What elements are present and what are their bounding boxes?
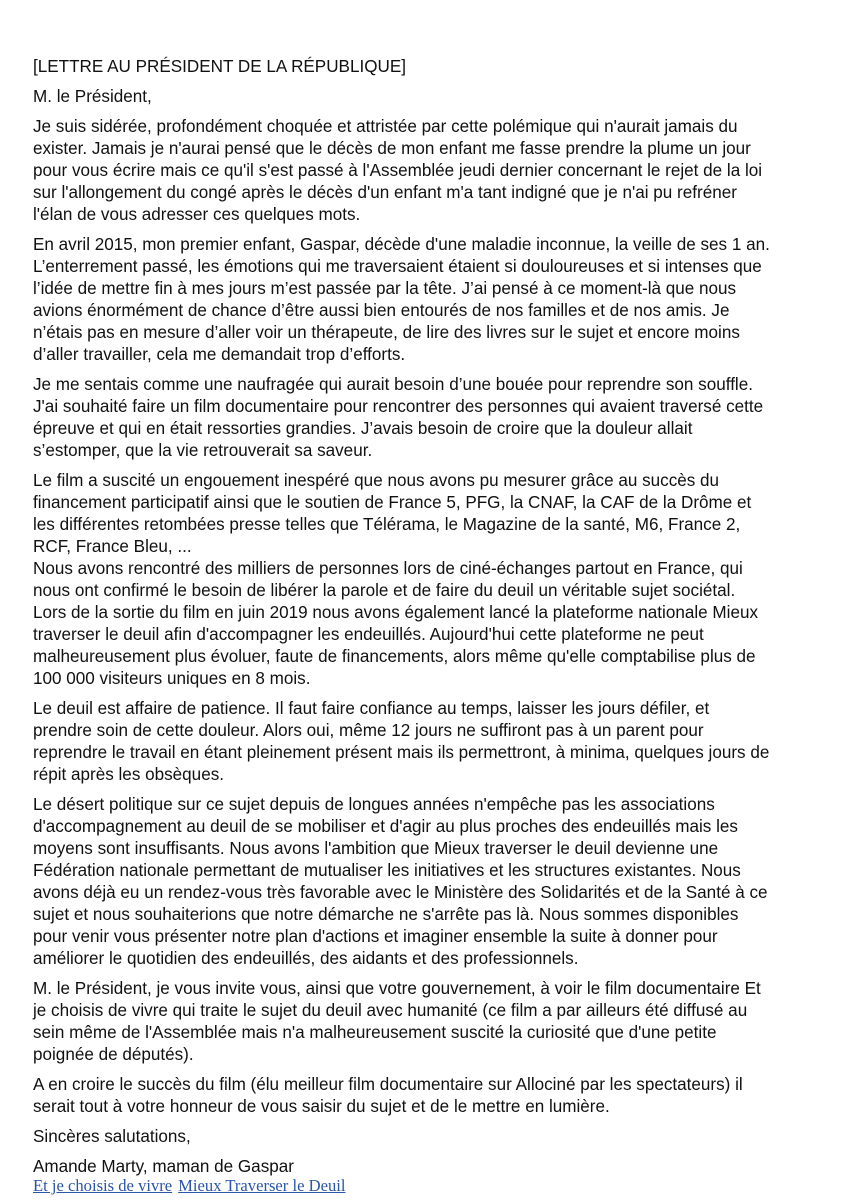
paragraph-line: Lors de la sortie du film en juin 2019 nous avons également lancé la plateforme nationale Mieux: [33, 603, 759, 622]
letter-heading: [LETTRE AU PRÉSIDENT DE LA RÉPUBLIQUE]: [33, 57, 407, 76]
paragraph-line: Le deuil est affaire de patience. Il faut faire confiance au temps, laisser les jours défiler, et: [33, 699, 710, 718]
paragraph-line: n’étais pas en mesure d’aller voir un thérapeute, de lire des livres sur le sujet et encore moins: [33, 323, 740, 342]
letter-salutation: M. le Président,: [33, 87, 152, 106]
paragraph-line: pour vous écrire mais ce qu'il s'est passé à l'Assemblée jeudi dernier concernant le rejet de la loi: [33, 161, 763, 180]
paragraph-line: En avril 2015, mon premier enfant, Gaspar, décède d'une maladie inconnue, la veille de ses 1 an.: [33, 235, 770, 254]
paragraph-line: Nous avons rencontré des milliers de personnes lors de ciné-échanges partout en France, qui: [33, 559, 743, 578]
paragraph-line: Le désert politique sur ce sujet depuis de longues années n'empêche pas les associations: [33, 795, 715, 814]
paragraph-line: répit après les obsèques.: [33, 765, 224, 784]
paragraph-2: [33, 234, 823, 366]
footer-links: [33, 1176, 823, 1196]
paragraph-line: nous ont confirmé le besoin de libérer la parole et de faire du deuil un véritable sujet sociétal.: [33, 581, 736, 600]
paragraph-line: poignée de députés).: [33, 1045, 194, 1064]
paragraph-line: les différentes retombées presse telles que Télérama, le Magazine de la santé, M6, France 2,: [33, 515, 741, 534]
paragraph-line: M. le Président, je vous invite vous, ainsi que votre gouvernement, à voir le film documentaire Et: [33, 979, 761, 998]
letter-closing: Sincères salutations,: [33, 1127, 191, 1146]
paragraph-line: Fédération nationale permettant de mutualiser les initiatives et les structures existantes. Nous: [33, 861, 741, 880]
paragraph-line: sujet et nous souhaiterions que notre démarche ne s'arrête pas là. Nous sommes disponibles: [33, 905, 739, 924]
paragraph-line: malheureusement plus évoluer, faute de financements, alors même qu'elle comptabilise plus de: [33, 647, 756, 666]
paragraph-line: L’enterrement passé, les émotions qui me traversaient étaient si douloureuses et si intenses que: [33, 257, 762, 276]
paragraph-line: reprendre le travail en étant pleinement présent mais ils permettront, à minima, quelques jours de: [33, 743, 770, 762]
paragraph-line: avons déjà eu un rendez-vous très favorable avec le Ministère des Solidarités et de la Santé à ce: [33, 883, 768, 902]
paragraph-line: sein même de l'Assemblée mais n'a malheureusement suscité la curiosité que d'une petite: [33, 1023, 717, 1042]
paragraph-line: l’idée de mettre fin à mes jours m’est passée par la tête. J’ai pensé à ce moment-là que nous: [33, 279, 737, 298]
paragraph-line: pour venir vous présenter notre plan d'actions et imaginer ensemble la suite à donner pour: [33, 927, 718, 946]
paragraph-line: prendre soin de cette douleur. Alors oui, même 12 jours ne suffiront pas à un parent pour: [33, 721, 704, 740]
paragraph-6: [33, 794, 823, 970]
paragraph-line: moyens sont insuffisants. Nous avons l'ambition que Mieux traverser le deuil devienne une: [33, 839, 719, 858]
paragraph-line: Je suis sidérée, profondément choquée et attristée par cette polémique qui n'aurait jamais du: [33, 117, 738, 136]
paragraph-line: d'accompagnement au deuil de se mobiliser et d'agir au plus proches des endeuillés mais les: [33, 817, 738, 836]
paragraph-line: améliorer le quotidien des endeuillés, des aidants et des professionnels.: [33, 949, 579, 968]
paragraph-5: [33, 698, 823, 786]
paragraph-line: Je me sentais comme une naufragée qui aurait besoin d’une bouée pour reprendre son souffle.: [33, 375, 753, 394]
paragraph-4: [33, 470, 823, 690]
paragraph-line: d’aller travailler, cela me demandait trop d’efforts.: [33, 345, 406, 364]
paragraph-line: Le film a suscité un engouement inespéré que nous avons pu mesurer grâce au succès du: [33, 471, 720, 490]
letter-signature: Amande Marty, maman de Gaspar: [33, 1157, 294, 1176]
paragraph-line: J'ai souhaité faire un film documentaire pour rencontrer des personnes qui avaient traversé cette: [33, 397, 764, 416]
paragraph-3: [33, 374, 823, 462]
platform-link[interactable]: Mieux Traverser le Deuil: [178, 1176, 346, 1195]
paragraph-line: A en croire le succès du film (élu meilleur film documentaire sur Allociné par les spectateurs) il: [33, 1075, 743, 1094]
paragraph-line: serait tout à votre honneur de vous saisir du sujet et de le mettre en lumière.: [33, 1097, 610, 1116]
paragraph-line: avions énormément de chance d’être aussi bien entourés de nos familles et de nos amis. Je: [33, 301, 730, 320]
paragraph-line: épreuve et qui en était ressorties grandies. J’avais besoin de croire que la douleur allait: [33, 419, 693, 438]
paragraph-line: 100 000 visiteurs uniques en 8 mois.: [33, 669, 311, 688]
film-link[interactable]: Et je choisis de vivre: [33, 1176, 173, 1195]
paragraph-1: [33, 116, 823, 226]
paragraph-line: sur l'allongement du congé après le décès d'un enfant m'a tant indigné que je n'ai pu refréner: [33, 183, 737, 202]
paragraph-line: financement participatif ainsi que le soutien de France 5, PFG, la CNAF, la CAF de la Drôme et: [33, 493, 752, 512]
paragraph-line: traverser le deuil afin d'accompagner les endeuillés. Aujourd'hui cette plateforme ne peut: [33, 625, 704, 644]
paragraph-8: [33, 1074, 823, 1118]
paragraph-line: l'élan de vous adresser ces quelques mots.: [33, 205, 361, 224]
paragraph-line: RCF, France Bleu, ...: [33, 537, 192, 556]
letter-page: [33, 56, 823, 1196]
paragraph-line: je choisis de vivre qui traite le sujet du deuil avec humanité (ce film a par ailleurs été diffusé au: [33, 1001, 748, 1020]
paragraph-line: s’estomper, que la vie retrouverait sa saveur.: [33, 441, 373, 460]
paragraph-7: [33, 978, 823, 1066]
paragraph-line: exister. Jamais je n'aurai pensé que le décès de mon enfant me fasse prendre la plume un jour: [33, 139, 751, 158]
